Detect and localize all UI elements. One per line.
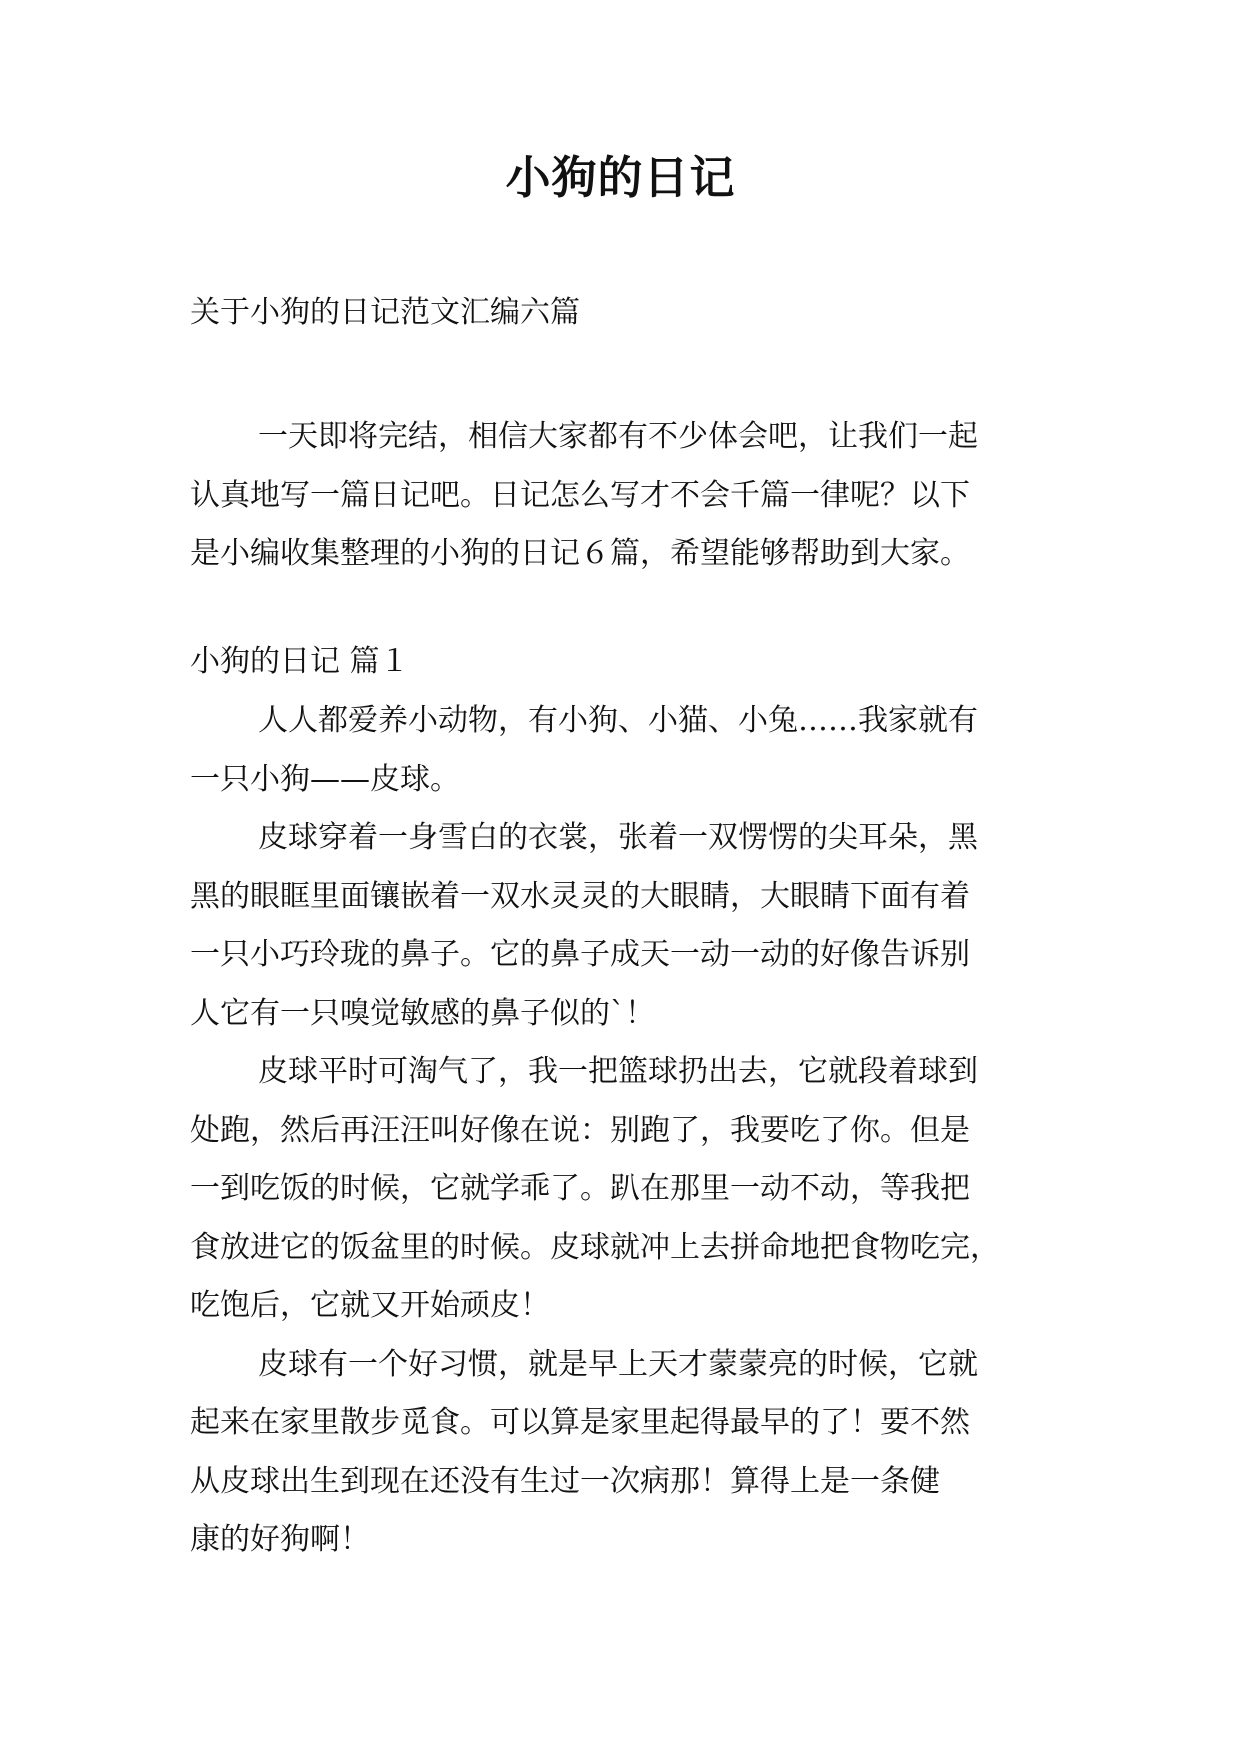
article-line: 一只小巧玲珑的鼻子。它的鼻子成天一动一动的好像告诉别 bbox=[190, 937, 970, 972]
intro-line: 一天即将完结，相信大家都有不少体会吧，让我们一起 bbox=[258, 419, 978, 454]
article-line: 一只小狗——皮球。 bbox=[190, 761, 460, 797]
article-line: 康的好狗啊！ bbox=[190, 1522, 370, 1557]
article-line: 食放进它的饭盆里的时候。皮球就冲上去拼命地把食物吃完， bbox=[190, 1229, 1000, 1265]
article-line: 皮球穿着一身雪白的衣裳，张着一双愣愣的尖耳朵，黑 bbox=[258, 820, 978, 855]
intro-paragraph bbox=[190, 408, 1070, 584]
section-heading: 小狗的日记 篇１ bbox=[190, 644, 410, 679]
article-line: 皮球平时可淘气了，我一把篮球扔出去，它就段着球到 bbox=[258, 1054, 978, 1089]
article-line: 皮球有一个好习惯，就是早上天才蒙蒙亮的时候，它就 bbox=[258, 1346, 978, 1382]
intro-line: 认真地写一篇日记吧。日记怎么写才不会千篇一律呢？以下 bbox=[190, 477, 970, 513]
intro-line: 是小编收集整理的小狗的日记６篇，希望能够帮助到大家。 bbox=[190, 536, 970, 571]
article-line: 吃饱后，它就又开始顽皮！ bbox=[190, 1288, 550, 1323]
article-line: 起来在家里散步觅食。可以算是家里起得最早的了！要不然 bbox=[190, 1405, 970, 1440]
page-title: 小狗的日记 bbox=[505, 151, 736, 204]
article-line: 处跑，然后再汪汪叫好像在说：别跑了，我要吃了你。但是 bbox=[190, 1112, 970, 1148]
article-body bbox=[190, 692, 1070, 1570]
article-line: 人它有一只嗅觉敏感的鼻子似的`！ bbox=[190, 995, 655, 1031]
article-line: 黑的眼眶里面镶嵌着一双水灵灵的大眼睛，大眼睛下面有着 bbox=[190, 878, 970, 914]
article-line: 从皮球出生到现在还没有生过一次病那！算得上是一条健 bbox=[190, 1463, 940, 1499]
article-line: 人人都爱养小动物，有小狗、小猫、小兔……我家就有 bbox=[258, 703, 978, 738]
document-subtitle: 关于小狗的日记范文汇编六篇 bbox=[190, 295, 580, 330]
article-line: 一到吃饭的时候，它就学乖了。趴在那里一动不动，等我把 bbox=[190, 1171, 970, 1206]
